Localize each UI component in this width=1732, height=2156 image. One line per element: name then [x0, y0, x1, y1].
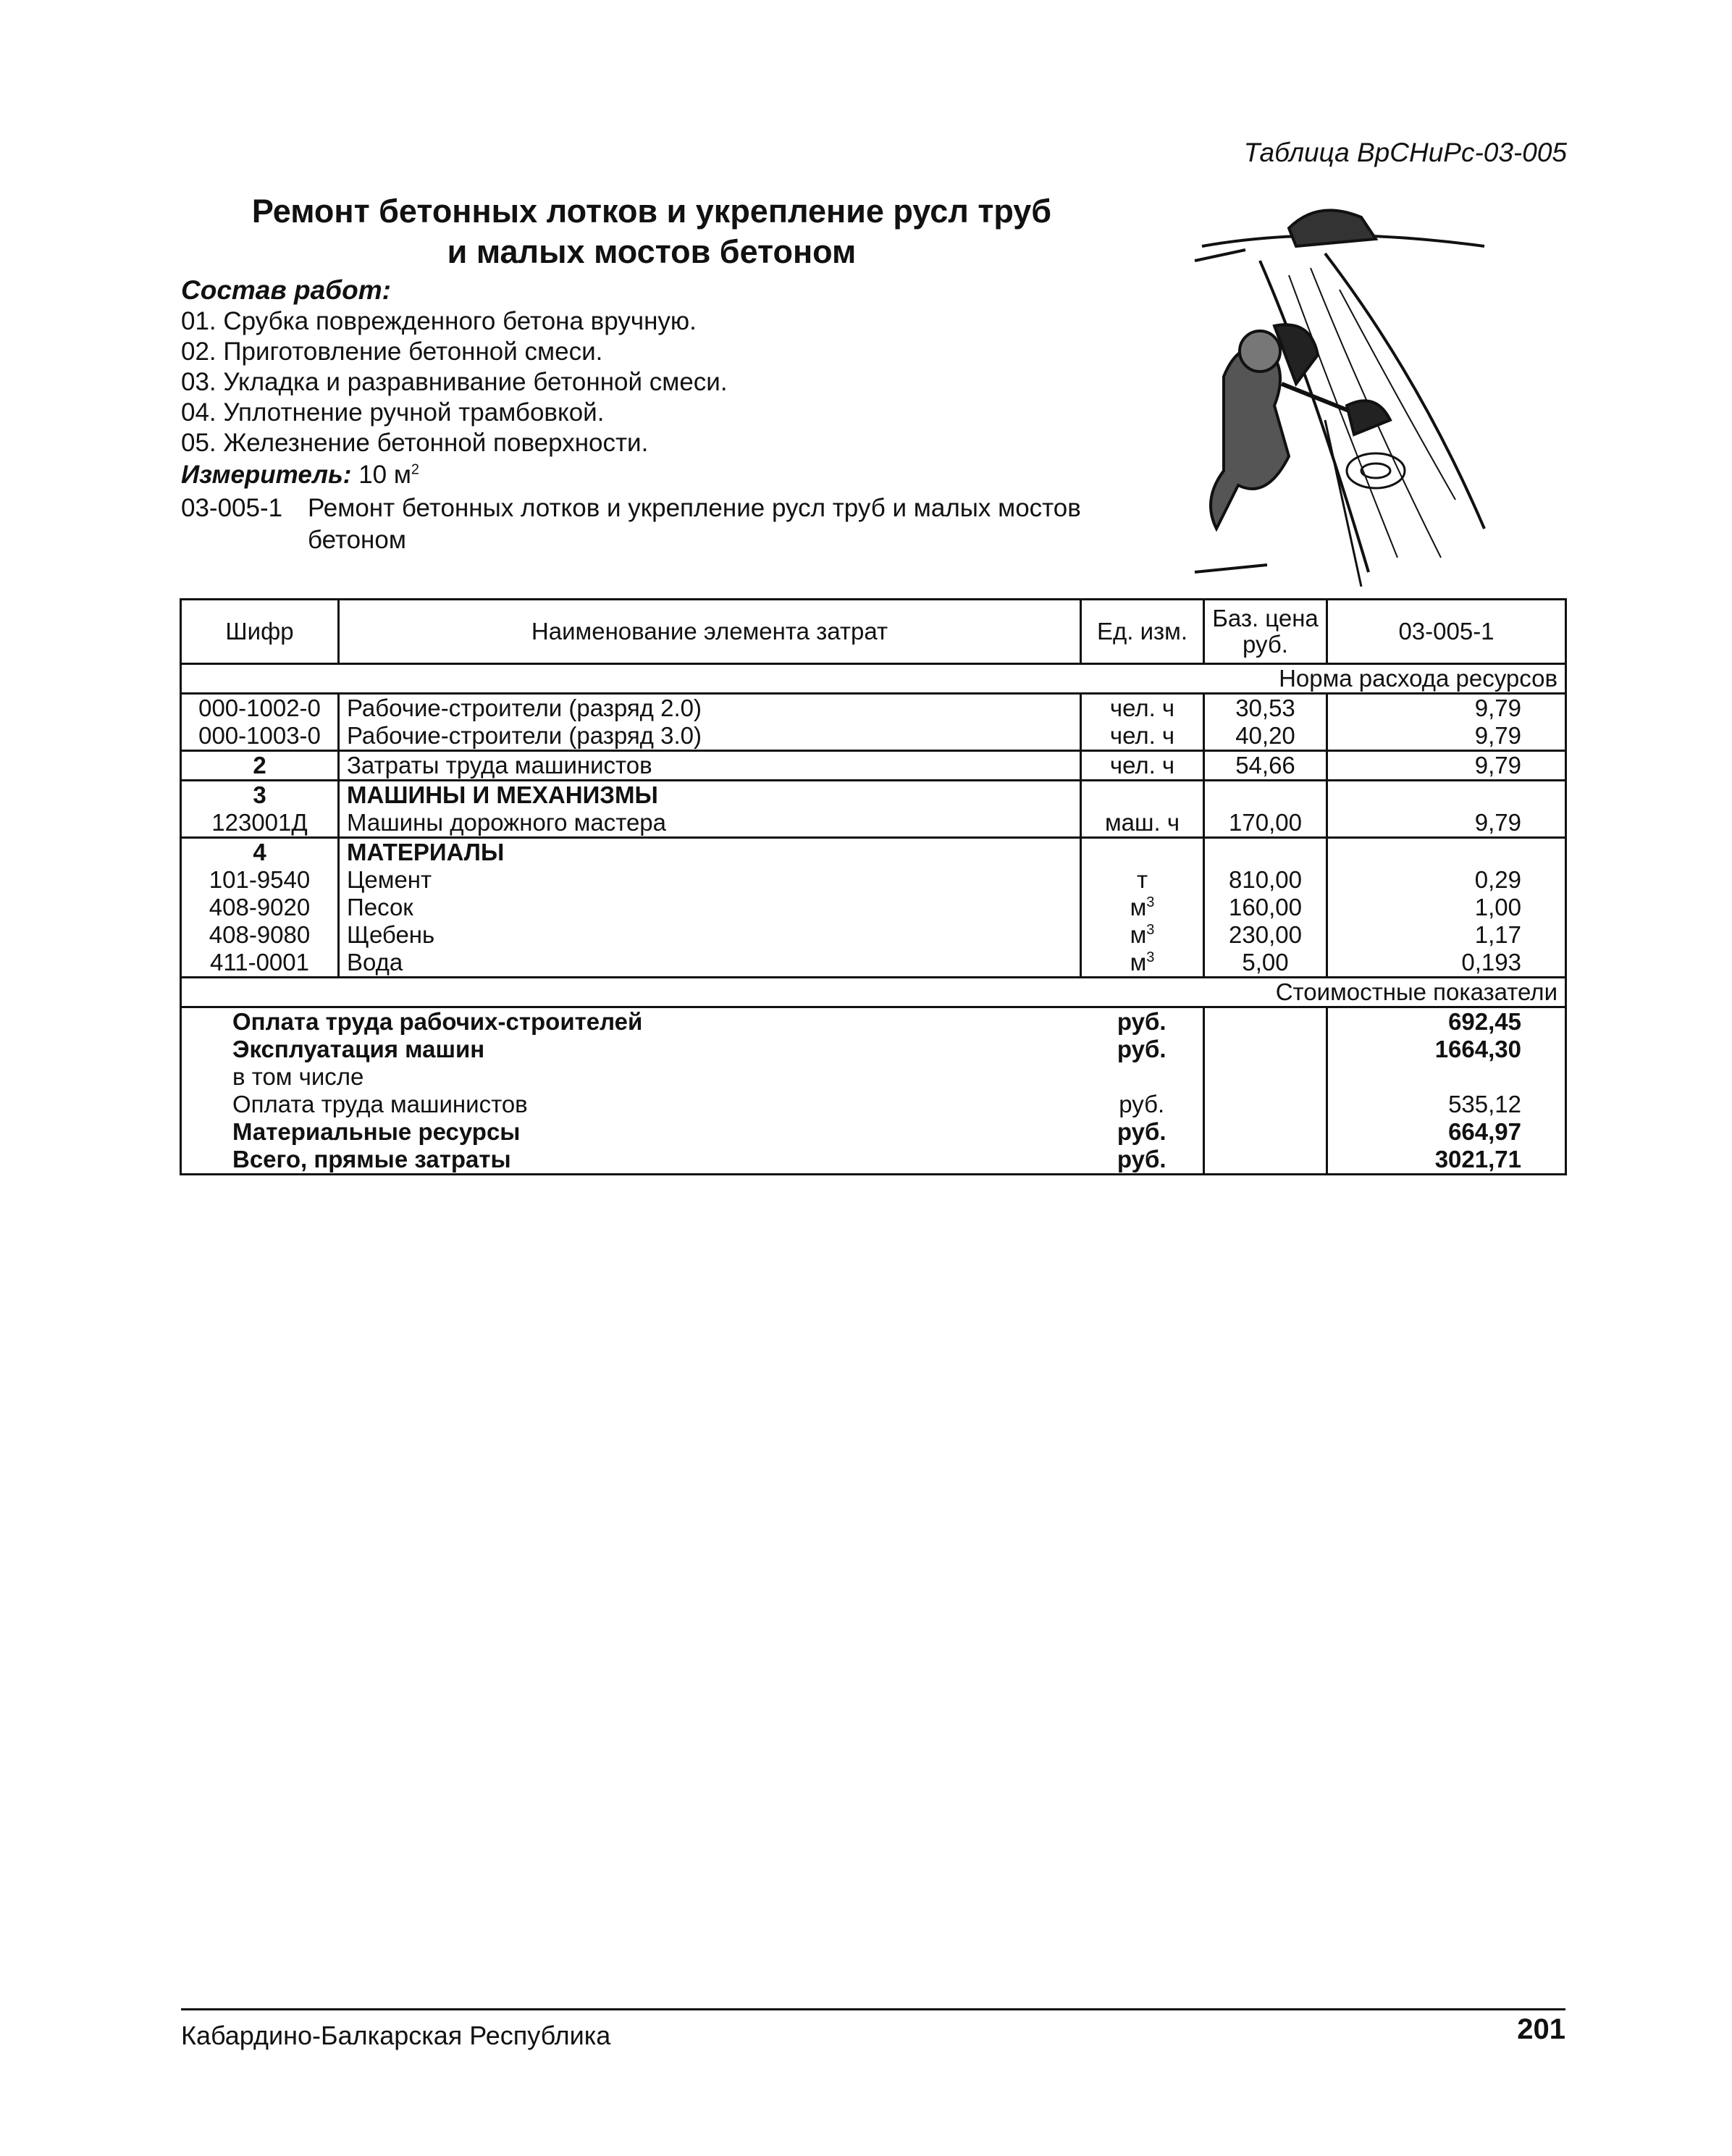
cell-value: 0,29 — [1327, 866, 1566, 894]
cell-name: Щебень — [339, 921, 1081, 949]
table-row — [181, 949, 1566, 978]
cost-name: Оплата труда машинистов — [181, 1091, 1081, 1118]
table-label: Таблица ВрСНиРс-03-005 — [1243, 138, 1567, 167]
work-item: 05. Железнение бетонной поверхности. — [181, 429, 649, 457]
cell-code: 101-9540 — [181, 866, 339, 894]
cost-name: Оплата труда рабочих-строителей — [181, 1007, 1081, 1036]
cell-value: 1,17 — [1327, 921, 1566, 949]
cell-code: 000-1002-0 — [181, 694, 339, 723]
cell-unit: $м^3$ — [1081, 949, 1204, 978]
table-header-row — [181, 600, 1566, 664]
cell-unit: $м^3$ — [1081, 894, 1204, 921]
work-item: 03. Укладка и разравнивание бетонной смеси. — [181, 368, 728, 396]
cell-unit: чел. ч — [1081, 722, 1204, 751]
workers-illustration — [1180, 196, 1499, 587]
cost-unit: руб. — [1081, 1091, 1204, 1118]
title-line-1: Ремонт бетонных лотков и укрепление русл труб — [251, 193, 1052, 230]
title-line-2: и малых мостов бетоном — [447, 233, 857, 270]
cost-unit: руб. — [1081, 1118, 1204, 1146]
cost-value: 1664,30 — [1327, 1036, 1566, 1063]
cost-unit: руб. — [1081, 1146, 1204, 1175]
cell-name: Песок — [339, 894, 1081, 921]
cell-code: 2 — [181, 751, 339, 781]
cost-row — [181, 1091, 1566, 1118]
table-row — [181, 894, 1566, 921]
cell-unit: маш. ч — [1081, 809, 1204, 838]
table-row — [181, 722, 1566, 751]
table-row — [181, 751, 1566, 781]
cost-name: Материальные ресурсы — [181, 1118, 1081, 1146]
cell-name: Затраты труда машинистов — [339, 751, 1081, 781]
cell-code: 411-0001 — [181, 949, 339, 978]
header-price: Баз. цена руб. — [1204, 600, 1327, 664]
table-row — [181, 921, 1566, 949]
cell-unit: чел. ч — [1081, 694, 1204, 723]
cost-table — [180, 598, 1567, 1175]
code-number: 03-005-1 — [181, 494, 283, 522]
work-item: 04. Уплотнение ручной трамбовкой. — [181, 398, 605, 427]
composition-heading: Состав работ: — [181, 275, 391, 305]
header-code: Шифр — [181, 600, 339, 664]
cell-price: 5,00 — [1204, 949, 1327, 978]
cost-row — [181, 1146, 1566, 1175]
footer-rule — [181, 2008, 1565, 2010]
cell-code: 000-1003-0 — [181, 722, 339, 751]
cost-unit: руб. — [1081, 1036, 1204, 1063]
cost-value: 692,45 — [1327, 1007, 1566, 1036]
cost-name: Всего, прямые затраты — [181, 1146, 1081, 1175]
cell-value: 9,79 — [1327, 751, 1566, 781]
cell-name: Рабочие-строители (разряд 2.0) — [339, 694, 1081, 723]
header-unit: Ед. изм. — [1081, 600, 1204, 664]
cell-code: 123001Д — [181, 809, 339, 838]
cell-price: 54,66 — [1204, 751, 1327, 781]
cell-name: Рабочие-строители (разряд 3.0) — [339, 722, 1081, 751]
cost-row — [181, 1063, 1566, 1091]
group-name: МАТЕРИАЛЫ — [339, 838, 1081, 867]
cost-row — [181, 1036, 1566, 1063]
cost-unit: руб. — [1081, 1007, 1204, 1036]
cost-value: 3021,71 — [1327, 1146, 1566, 1175]
cell-name: Цемент — [339, 866, 1081, 894]
cell-price: 230,00 — [1204, 921, 1327, 949]
cell-price: 810,00 — [1204, 866, 1327, 894]
group-code: 3 — [181, 781, 339, 810]
group-row — [181, 781, 1566, 810]
cost-value: 664,97 — [1327, 1118, 1566, 1146]
cell-code: 408-9020 — [181, 894, 339, 921]
table-row — [181, 694, 1566, 723]
cell-code: 408-9080 — [181, 921, 339, 949]
measure-sup: 2 — [411, 461, 420, 478]
group-code: 4 — [181, 838, 339, 867]
section-norm-row — [181, 664, 1566, 694]
cell-unit: т — [1081, 866, 1204, 894]
cell-value: 0,193 — [1327, 949, 1566, 978]
section-cost: Стоимостные показатели — [181, 978, 1566, 1007]
cost-value — [1327, 1063, 1566, 1091]
cell-value: 1,00 — [1327, 894, 1566, 921]
cost-row — [181, 1118, 1566, 1146]
section-norm: Норма расхода ресурсов — [181, 664, 1566, 694]
cell-value: 9,79 — [1327, 809, 1566, 838]
section-cost-row — [181, 978, 1566, 1007]
cost-name: в том числе — [181, 1063, 1081, 1091]
cell-price: 160,00 — [1204, 894, 1327, 921]
table-row — [181, 809, 1566, 838]
cost-name: Эксплуатация машин — [181, 1036, 1081, 1063]
cell-value: 9,79 — [1327, 722, 1566, 751]
cell-name: Машины дорожного мастера — [339, 809, 1081, 838]
work-item: 01. Срубка поврежденного бетона вручную. — [181, 307, 697, 335]
measure-value: 10 м — [358, 461, 411, 489]
cost-unit — [1081, 1063, 1204, 1091]
page-number: 201 — [1517, 2013, 1565, 2045]
table-row — [181, 866, 1566, 894]
cell-value: 9,79 — [1327, 694, 1566, 723]
group-name: МАШИНЫ И МЕХАНИЗМЫ — [339, 781, 1081, 810]
cost-row — [181, 1007, 1566, 1036]
cell-unit: $м^3$ — [1081, 921, 1204, 949]
header-norm: 03-005-1 — [1327, 600, 1566, 664]
cell-price: 30,53 — [1204, 694, 1327, 723]
cell-price: 40,20 — [1204, 722, 1327, 751]
work-item: 02. Приготовление бетонной смеси. — [181, 337, 603, 366]
header-name: Наименование элемента затрат — [339, 600, 1081, 664]
cell-unit: чел. ч — [1081, 751, 1204, 781]
footer-region: Кабардино-Балкарская Республика — [181, 2021, 611, 2050]
measure-label: Измеритель: — [181, 461, 352, 489]
code-text: Ремонт бетонных лотков и укрепление русл труб и малых мостов бетоном — [308, 494, 1081, 554]
cost-value: 535,12 — [1327, 1091, 1566, 1118]
page-title — [181, 191, 1122, 272]
group-row — [181, 838, 1566, 867]
measure-line — [181, 461, 419, 490]
cell-name: Вода — [339, 949, 1081, 978]
cell-price: 170,00 — [1204, 809, 1327, 838]
